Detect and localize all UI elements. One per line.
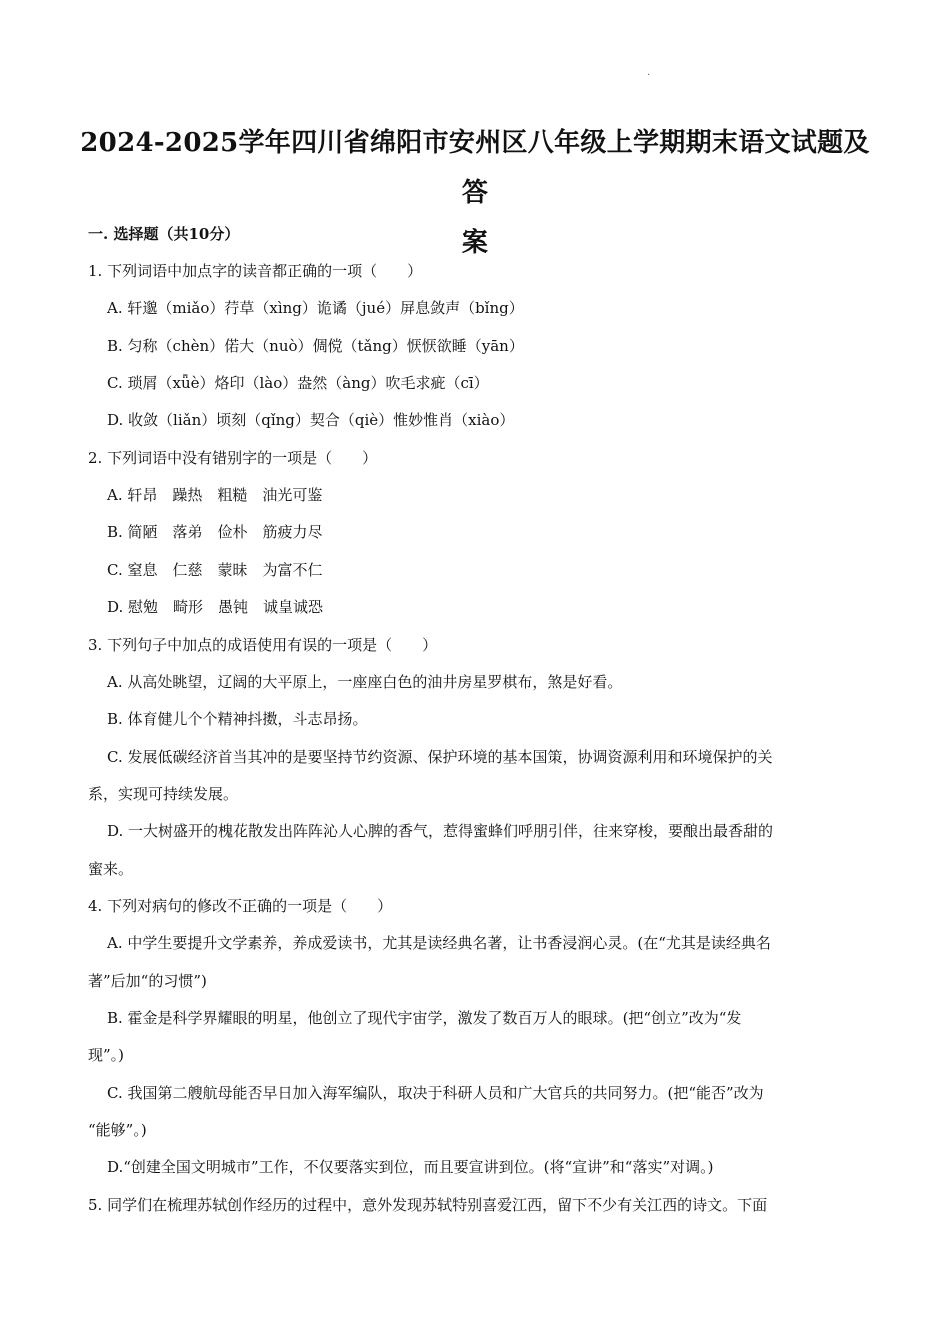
title-line-1: 2024-2025学年四川省绵阳市安州区八年级上学期期末语文试题及答: [80, 128, 870, 208]
question-3-stem: 3. 下列句子中加点的成语使用有误的一项是（ ）: [88, 636, 438, 654]
title-line-2: 案: [461, 228, 489, 258]
question-2-stem: 2. 下列词语中没有错别字的一项是（ ）: [88, 449, 378, 467]
page-mark: ·: [647, 70, 651, 81]
question-4-stem: 4. 下列对病句的修改不正确的一项是（ ）: [88, 897, 393, 915]
question-3-option-c-line-1: C. 发展低碳经济首当其冲的是要坚持节约资源、保护环境的基本国策，协调资源利用和环境保护的关: [107, 748, 773, 766]
question-1-option-b: B. 匀称（chèn）偌大（nuò）倜傥（tǎng）恹恹欲睡（yān）: [107, 337, 524, 355]
question-4-option-b-line-1: B. 霍金是科学界耀眼的明星，他创立了现代宇宙学，激发了数百万人的眼球。(把“创立”改为“发: [107, 1009, 742, 1027]
question-4-option-b-line-2: 现”。): [88, 1046, 125, 1064]
question-2-option-a: A. 轩昂 躁热 粗糙 油光可鉴: [107, 486, 323, 504]
question-1-option-c: C. 琐屑（xǖè）烙印（lào）盎然（àng）吹毛求疵（cī）: [107, 374, 489, 392]
question-4-option-a-line-2: 著”后加“的习惯”): [88, 972, 207, 990]
question-2-option-c: C. 窒息 仁慈 蒙昧 为富不仁: [107, 561, 323, 579]
question-4-option-a-line-1: A. 中学生要提升文学素养，养成爱读书，尤其是读经典名著，让书香浸润心灵。(在“尤其是读经典名: [107, 934, 771, 952]
question-3-option-b: B. 体育健儿个个精神抖擞，斗志昂扬。: [107, 710, 368, 728]
question-3-option-c-line-2: 系，实现可持续发展。: [88, 785, 239, 803]
question-4-option-d: D.“创建全国文明城市”工作，不仅要落实到位，而且要宣讲到位。(将“宣讲”和“落实”对调。): [107, 1158, 714, 1176]
question-5-stem: 5. 同学们在梳理苏轼创作经历的过程中，意外发现苏轼特别喜爱江西，留下不少有关江西的诗文。下面: [88, 1196, 768, 1214]
question-2-option-b: B. 简陋 落弟 俭朴 筋疲力尽: [107, 523, 323, 541]
question-4-option-c-line-2: “能够”。): [88, 1121, 147, 1139]
question-1-option-d: D. 收敛（liǎn）顷刻（qǐng）契合（qiè）惟妙惟肖（xiào）: [107, 411, 515, 429]
question-3-option-d-line-1: D. 一大树盛开的槐花散发出阵阵沁人心脾的香气，惹得蜜蜂们呼朋引伴，往来穿梭，要酿出最香甜的: [107, 822, 774, 840]
question-1-stem: 1. 下列词语中加点字的读音都正确的一项（ ）: [88, 262, 423, 280]
question-4-option-c-line-1: C. 我国第二艘航母能否早日加入海军编队，取决于科研人员和广大官兵的共同努力。(把“能否”改为: [107, 1084, 764, 1102]
question-2-option-d: D. 慰勉 畸形 愚钝 诚皇诚恐: [107, 598, 324, 616]
document-title: [80, 118, 870, 268]
question-3-option-d-line-2: 蜜来。: [88, 860, 134, 878]
section-heading: 一. 选择题（共10分）: [88, 225, 240, 243]
question-1-option-a: A. 轩邈（miǎo）荇草（xìng）诡谲（jué）屏息敛声（bǐng）: [107, 299, 524, 317]
question-3-option-a: A. 从高处眺望，辽阔的大平原上，一座座白色的油井房星罗棋布，煞是好看。: [107, 673, 623, 691]
